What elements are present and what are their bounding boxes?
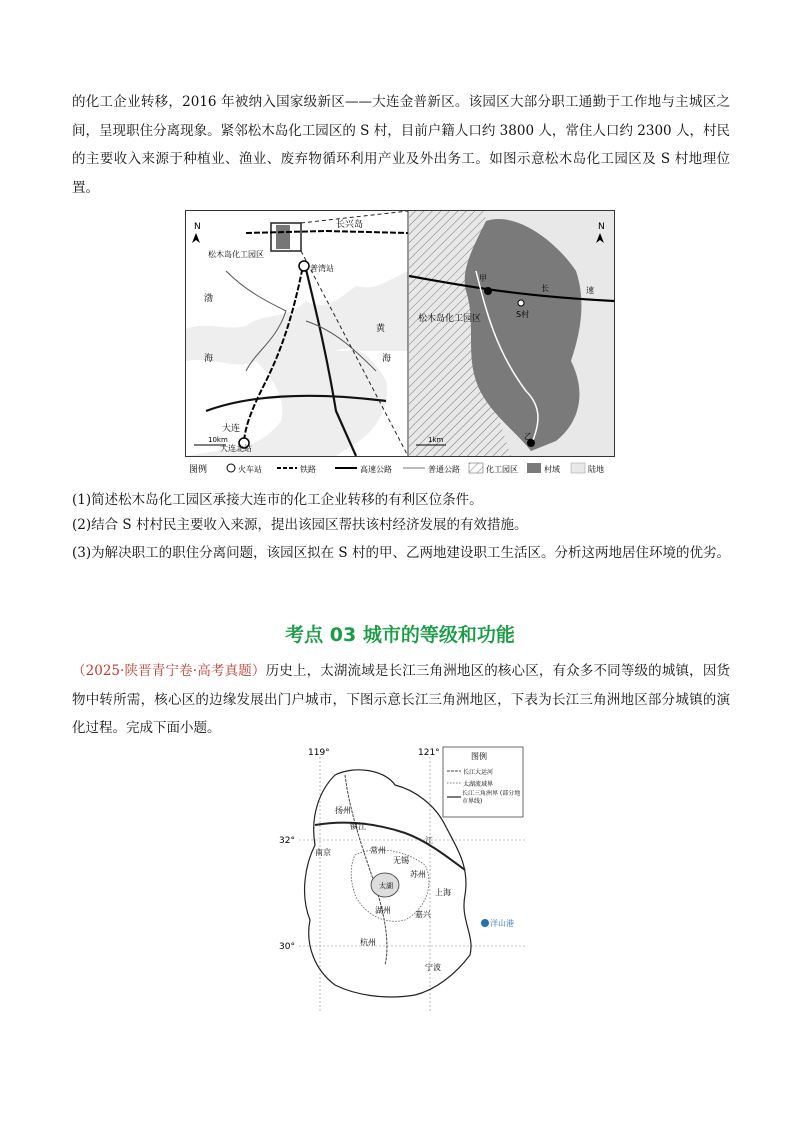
village-area-small xyxy=(276,225,290,249)
label-road-char-2: 速 xyxy=(586,286,594,295)
label-lon-121: 121° xyxy=(418,748,440,758)
map-yangtze-svg xyxy=(275,745,525,1013)
legend-item-station: 火车站 xyxy=(238,465,262,474)
label-s-village: S村 xyxy=(516,310,530,319)
label-scale-right: 1km xyxy=(428,436,444,444)
village-s-icon xyxy=(518,300,524,306)
label-changxing-island: 长兴岛 xyxy=(336,220,364,230)
place-hangzhou: 杭州 xyxy=(360,938,376,947)
place-taihu: 太湖 xyxy=(379,882,393,890)
label-yi: 乙 xyxy=(524,432,532,441)
north-label-left: N xyxy=(194,222,201,232)
source-tag: （2025·陕晋青宁卷·高考真题） xyxy=(72,663,266,679)
map2-legend-boundary-wrap xyxy=(462,790,522,816)
paragraph-yangtze-text: 历史上，太湖流域是长江三角洲地区的核心区，有众多不同等级的城镇，因货物中转所需，核心区的边缘发展出门户城市，下图示意长江三角洲地区，下表为长江三角洲地区部分城镇的演化过程。完成下面小题。 xyxy=(72,663,730,736)
place-yangshan: 洋山港 xyxy=(490,919,514,928)
legend-item-village: 村域 xyxy=(544,465,560,474)
label-lat-32: 32° xyxy=(279,836,295,846)
label-huanghai-2: 海 xyxy=(382,354,392,364)
map2-legend-boundary: 长江三角洲界 (部分地市界线) xyxy=(462,790,521,805)
place-jiaxing: 嘉兴 xyxy=(415,910,431,919)
place-wuxi: 无锡 xyxy=(393,856,409,865)
label-bohai-2: 海 xyxy=(204,354,214,364)
place-yangzhou: 扬州 xyxy=(335,806,351,815)
label-road-char-1: 长 xyxy=(541,284,549,293)
legend-item-land: 陆地 xyxy=(588,465,604,474)
legend-station-icon xyxy=(227,464,235,472)
question-3: (3)为解决职工的职住分离问题，该园区拟在 S 村的甲、乙两地建设职工生活区。分析这两地居住环境的优劣。 xyxy=(72,545,730,561)
place-nanjing: 南京 xyxy=(315,848,331,857)
north-label-right: N xyxy=(598,222,605,232)
legend-item-road: 普通公路 xyxy=(428,465,460,474)
map-songmu-island xyxy=(185,210,615,457)
map1-legend-svg xyxy=(185,459,615,477)
point-jia-icon xyxy=(484,287,492,295)
map-songmu-svg xyxy=(186,211,614,456)
paragraph-yangtze xyxy=(72,657,730,743)
map2-legend-watershed: 太湖流域界 xyxy=(463,781,494,788)
place-ningbo: 宁波 xyxy=(425,963,441,972)
place-huzhou: 湖州 xyxy=(375,906,391,915)
legend-item-highway: 高速公路 xyxy=(360,465,392,474)
legend-village-icon xyxy=(527,463,541,473)
label-park-right: 松木岛化工园区 xyxy=(418,314,482,324)
label-dalian: 大连 xyxy=(222,424,241,434)
place-suzhou: 苏州 xyxy=(410,870,426,879)
label-scale-left: 10km xyxy=(208,436,228,444)
label-huanghai-1: 黄 xyxy=(376,324,386,334)
section-title: 考点 03 城市的等级和功能 xyxy=(285,624,515,646)
label-lat-30: 30° xyxy=(279,942,295,952)
label-dalian-north: 大连北站 xyxy=(220,444,252,453)
legend-park-icon xyxy=(469,463,483,473)
legend-title: 图例 xyxy=(189,465,208,475)
question-1: (1)简述松木岛化工园区承接大连市的化工企业转移的有利区位条件。 xyxy=(72,492,483,508)
legend-item-park: 化工园区 xyxy=(486,465,518,474)
place-changzhou: 常州 xyxy=(370,846,386,855)
label-bohai-1: 渤 xyxy=(204,294,214,304)
grand-canal xyxy=(345,775,387,965)
place-river-char: 江 xyxy=(425,836,433,845)
map2-legend-canal: 长江大运河 xyxy=(463,769,494,776)
label-jia: 甲 xyxy=(479,274,487,283)
place-zhenjiang: 镇江 xyxy=(350,822,366,831)
map-yangtze-delta xyxy=(275,745,525,1013)
station-puwan-icon xyxy=(299,261,309,271)
legend-item-railway: 铁路 xyxy=(300,465,316,474)
yangtze-river xyxy=(315,823,465,870)
port-anchor-icon xyxy=(481,919,489,927)
question-2: (2)结合 S 村村民主要收入来源，提出该园区帮扶该村经济发展的有效措施。 xyxy=(72,517,528,533)
label-park-left: 松木岛化工园区 xyxy=(208,250,264,259)
map2-legend-title: 图例 xyxy=(471,752,487,761)
paragraph-intro: 的化工企业转移，2016 年被纳入国家级新区——大连金普新区。该园区大部分职工通勤于工作地与主城区之间，呈现职住分离现象。紧邻松木岛化工园区的 S 村，目前户籍人口约 3800 人，常住人口约 2300 人，村民的主要收入来源于种植业、渔业、废弃物循环利用产业及外出务工。如图示意松木岛化工园区及 S 村地理位置。 xyxy=(72,94,730,196)
label-puwan-station: 普湾站 xyxy=(310,264,334,273)
legend-land-icon xyxy=(571,463,585,473)
label-lon-119: 119° xyxy=(308,748,330,758)
place-shanghai: 上海 xyxy=(435,888,451,897)
map1-legend xyxy=(185,459,615,477)
